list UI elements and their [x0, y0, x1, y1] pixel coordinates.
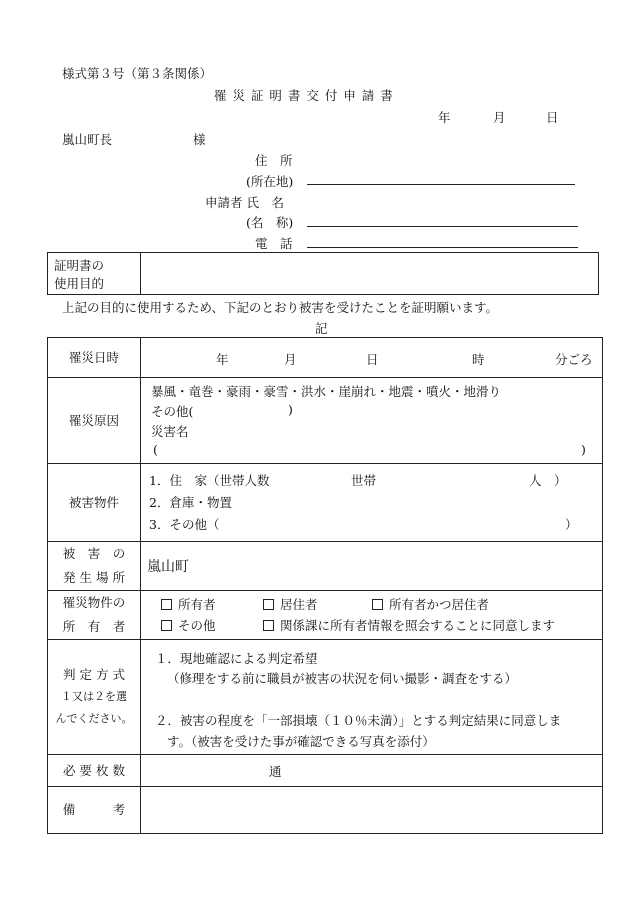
checkbox[interactable] — [372, 599, 383, 610]
owner-option-other[interactable]: その他 — [161, 616, 216, 634]
owner-option-owner[interactable]: 所有者 — [161, 595, 216, 613]
address-input-line[interactable] — [307, 184, 575, 185]
judgment-option2-cont: す。（被害を受けた事が確認できる写真を添付） — [167, 733, 435, 749]
purpose-box — [47, 252, 599, 295]
checkbox[interactable] — [263, 620, 274, 631]
property-item1-households: 世帯 — [351, 472, 377, 488]
applicant-name-label: 申請者 氏 名 — [205, 195, 284, 210]
location-label: (所在地) — [246, 174, 294, 189]
judgment-label-line2: １又は２を選 — [61, 690, 127, 703]
judgment-option1-note: （修理をする前に職員が被害の状況を伺い撮影・調査をする） — [167, 670, 518, 686]
property-item1-persons: 人 ） — [529, 472, 567, 488]
property-item3-close: ） — [565, 516, 578, 532]
owner-option-both[interactable]: 所有者かつ居住者 — [372, 595, 489, 613]
cause-options: 暴風・竜巻・豪雨・豪雪・洪水・崖崩れ・地震・噴火・地滑り — [151, 383, 502, 399]
row-owner — [48, 591, 603, 640]
owner-label-line1: 罹災物件の — [62, 595, 126, 610]
owner-field — [141, 591, 603, 640]
dt-minute: 分ごろ — [555, 351, 593, 367]
checkbox[interactable] — [161, 620, 172, 631]
judgment-method-field[interactable] — [141, 640, 603, 755]
damage-location-label-line1: 被 害 の — [62, 546, 126, 561]
owner-option-consent[interactable]: 関係課に所有者情報を照会することに同意します — [263, 616, 555, 634]
remarks-field[interactable] — [141, 787, 603, 834]
cause-paren-open: ( — [153, 441, 158, 457]
row-damaged-property — [48, 464, 603, 542]
form-id: 様式第３号（第３条関係） — [62, 66, 213, 81]
row-damage-location — [48, 542, 603, 591]
damaged-property-field[interactable] — [141, 464, 603, 542]
damage-location-value: 嵐山町 — [147, 559, 189, 575]
name-input-line[interactable] — [307, 226, 578, 227]
dt-day: 日 — [366, 351, 379, 367]
dt-hour: 時 — [472, 351, 485, 367]
name-label: (名 称) — [246, 215, 294, 230]
row-disaster-datetime — [48, 338, 603, 378]
copies-unit: 通 — [269, 763, 282, 779]
row-copies — [48, 755, 603, 787]
disaster-datetime-field[interactable] — [141, 338, 603, 378]
damage-location-field[interactable] — [141, 542, 603, 591]
disaster-cause-field[interactable] — [141, 378, 603, 464]
dt-month: 月 — [284, 351, 297, 367]
address-label: 住 所 — [255, 153, 293, 168]
damage-location-label-line2: 発 生 場 所 — [63, 570, 125, 585]
owner-label-line2: 所 有 者 — [62, 619, 126, 634]
request-statement: 上記の目的に使用するため、下記のとおり被害を受けたことを証明願います。 — [62, 300, 499, 315]
dt-year: 年 — [216, 351, 229, 367]
copies-label: 必 要 枚 数 — [48, 755, 141, 787]
owner-option-resident[interactable]: 居住者 — [263, 595, 318, 613]
judgment-method-label — [48, 640, 141, 755]
property-item3: 3．その他（ — [149, 516, 220, 532]
purpose-label-line1: 証明書の — [54, 258, 105, 273]
cause-other-open: その他( — [151, 403, 194, 419]
property-item1: 1．住 家（世帯人数 — [149, 472, 270, 488]
details-table — [47, 337, 603, 834]
phone-input-line[interactable] — [307, 247, 578, 248]
owner-label — [48, 591, 141, 640]
addressee-honorific: 様 — [193, 132, 206, 147]
remarks-label: 備 考 — [48, 787, 141, 834]
date-day-label: 日 — [546, 110, 559, 125]
damaged-property-label: 被害物件 — [48, 464, 141, 542]
addressee-name: 嵐山町長 — [62, 132, 113, 147]
judgment-label-line1: 判 定 方 式 — [63, 667, 125, 682]
cause-other-close: ) — [288, 401, 293, 417]
damage-location-label — [48, 542, 141, 591]
cause-paren-close: ) — [581, 441, 586, 457]
date-year-label: 年 — [438, 110, 451, 125]
row-remarks — [48, 787, 603, 834]
copies-field[interactable] — [141, 755, 603, 787]
disaster-datetime-label: 罹災日時 — [48, 338, 141, 378]
disaster-cause-label: 罹災原因 — [48, 378, 141, 464]
judgment-option1: １．現地確認による判定希望 — [155, 650, 318, 666]
row-disaster-cause — [48, 378, 603, 464]
form-title: 罹 災 証 明 書 交 付 申 請 書 — [214, 88, 394, 103]
judgment-label-line3: んでください。 — [55, 712, 133, 725]
phone-label: 電 話 — [255, 236, 293, 251]
judgment-option2: ２．被害の程度を「一部損壊（１０％未満）」とする判定結果に同意しま — [155, 712, 562, 728]
row-judgment-method — [48, 640, 603, 755]
cause-disaster-name: 災害名 — [151, 423, 189, 439]
purpose-label-line2: 使用目的 — [54, 276, 105, 291]
checkbox[interactable] — [161, 599, 172, 610]
checkbox[interactable] — [263, 599, 274, 610]
property-item2: 2．倉庫・物置 — [149, 494, 232, 510]
date-month-label: 月 — [493, 110, 506, 125]
ki-heading: 記 — [315, 321, 328, 336]
